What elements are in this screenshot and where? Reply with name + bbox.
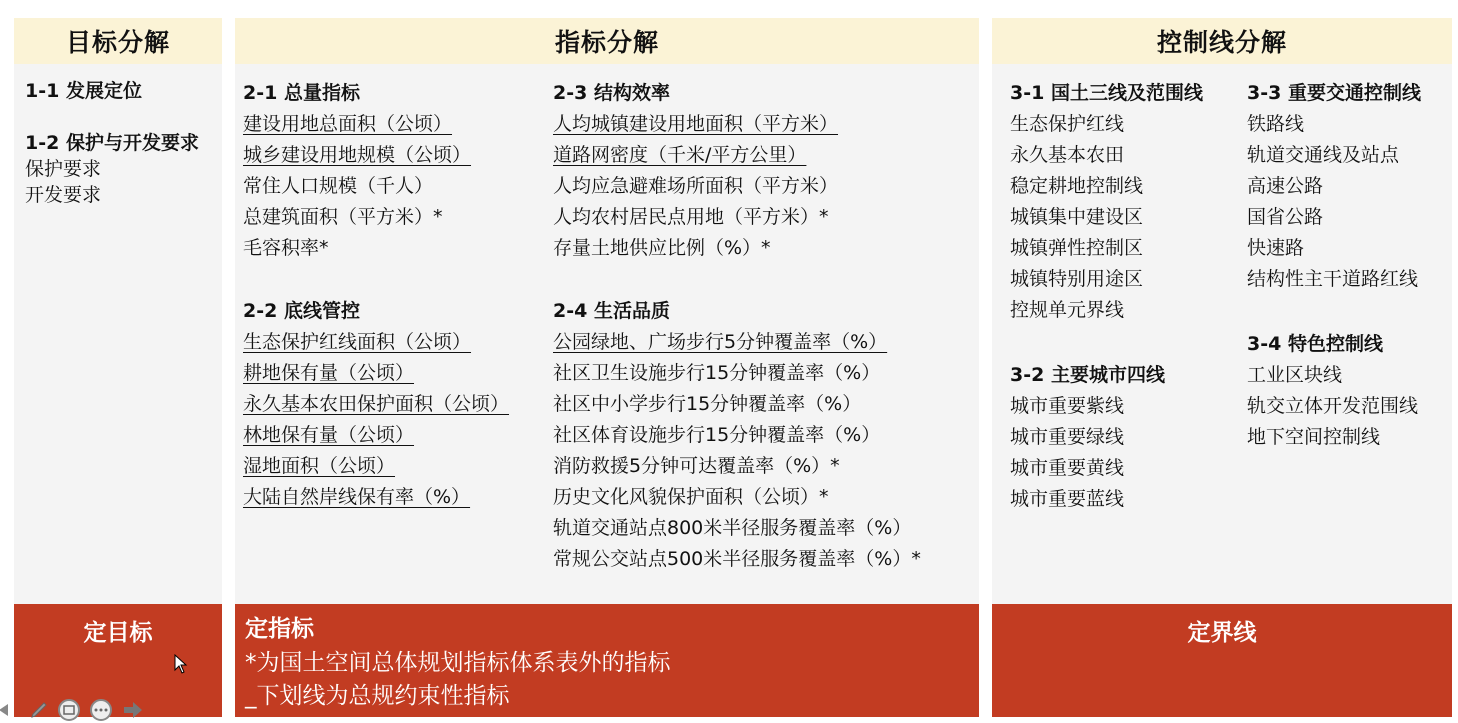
indicator-column [235,18,979,604]
list-item: 常规公交站点500米半径服务覆盖率（%）* [553,548,921,570]
list-item: 生态保护红线 [1010,113,1125,135]
list-item: 地下空间控制线 [1247,426,1381,448]
list-item: 城市重要黄线 [1010,457,1125,479]
list-item: 稳定耕地控制线 [1010,175,1144,197]
list-item: 城镇集中建设区 [1010,206,1144,228]
list-item: 控规单元界线 [1010,299,1125,321]
more-icon[interactable] [90,699,112,721]
section-3-3 [1247,78,1421,295]
goal-section-2-title: 1-2 保护与开发要求 [25,132,199,154]
list-item: 湿地面积（公顷） [243,455,396,477]
goal-section-1-title: 1-1 发展定位 [25,80,142,102]
list-item: 常住人口规模（千人） [243,175,434,197]
section-3-3-title: 3-3 重要交通控制线 [1247,82,1421,104]
list-item: 人均城镇建设用地面积（平方米） [553,113,839,135]
list-item: 历史文化风貌保护面积（公顷）* [553,486,829,508]
section-3-1-title: 3-1 国土三线及范围线 [1010,82,1203,104]
list-item: 结构性主干道路红线 [1247,268,1419,290]
list-item: 国省公路 [1247,206,1324,228]
list-item: 建设用地总面积（公顷） [243,113,453,135]
list-item: 轨道交通站点800米半径服务覆盖率（%） [553,517,912,539]
list-item: 消防救援5分钟可达覆盖率（%）* [553,455,840,477]
goal-footer-title: 定目标 [83,620,153,646]
control-line-column [992,18,1452,604]
section-2-1 [243,78,471,264]
section-3-2-title: 3-2 主要城市四线 [1010,364,1165,386]
footnote-underline: _下划线为总规约束性指标 [245,683,510,709]
list-item: 城镇弹性控制区 [1010,237,1144,259]
list-item: 城市重要蓝线 [1010,488,1125,510]
list-item: 快速路 [1247,237,1305,259]
list-item: 城乡建设用地规模（公顷） [243,144,472,166]
control-line-header: 控制线分解 [992,18,1452,64]
list-item: 存量土地供应比例（%）* [553,237,771,259]
list-item: 毛容积率* [243,237,329,259]
goal-column [14,18,222,604]
indicator-header: 指标分解 [235,18,979,64]
list-item: 公园绿地、广场步行5分钟覆盖率（%） [553,331,888,353]
list-item: 工业区块线 [1247,364,1343,386]
section-2-3 [553,78,838,264]
list-item: 社区体育设施步行15分钟覆盖率（%） [553,424,881,446]
section-2-2-title: 2-2 底线管控 [243,300,360,322]
list-item: 道路网密度（千米/平方公里） [553,144,807,166]
footnote-asterisk: *为国土空间总体规划指标体系表外的指标 [245,650,671,676]
list-item: 永久基本农田 [1010,144,1125,166]
section-2-4-title: 2-4 生活品质 [553,300,670,322]
section-3-1 [1010,78,1203,326]
cursor-icon [174,654,188,674]
list-item: 城镇特别用途区 [1010,268,1144,290]
list-item: 社区中小学步行15分钟覆盖率（%） [553,393,862,415]
indicator-footer-title: 定指标 [245,616,314,642]
next-arrow-icon[interactable] [122,699,144,721]
section-2-4 [553,296,921,575]
list-item: 人均应急避难场所面积（平方米） [553,175,839,197]
list-item: 耕地保有量（公顷） [243,362,415,384]
section-2-2 [243,296,509,513]
section-3-2 [1010,360,1165,515]
list-item: 开发要求 [25,184,102,206]
list-item: 城市重要紫线 [1010,395,1125,417]
control-line-footer-title: 定界线 [1187,620,1257,646]
list-item: 高速公路 [1247,175,1324,197]
list-item: 生态保护红线面积（公顷） [243,331,472,353]
list-item: 城市重要绿线 [1010,426,1125,448]
back-arrow-icon[interactable] [0,699,14,721]
section-2-3-title: 2-3 结构效率 [553,82,670,104]
list-item: 总建筑面积（平方米）* [243,206,443,228]
goal-header: 目标分解 [14,18,222,64]
control-line-footer [992,604,1452,717]
section-2-1-title: 2-1 总量指标 [243,82,360,104]
list-item: 林地保有量（公顷） [243,424,415,446]
list-item: 铁路线 [1247,113,1305,135]
list-item: 轨交立体开发范围线 [1247,395,1419,417]
pen-icon[interactable] [28,699,50,721]
list-item: 轨道交通线及站点 [1247,144,1400,166]
goal-section-2-list [25,156,101,208]
indicator-footer [235,604,979,717]
slides-icon[interactable] [58,699,80,721]
section-3-4-title: 3-4 特色控制线 [1247,333,1383,355]
list-item: 大陆自然岸线保有率（%） [243,486,471,508]
list-item: 永久基本农田保护面积（公顷） [243,393,510,415]
section-3-4 [1247,329,1418,453]
list-item: 社区卫生设施步行15分钟覆盖率（%） [553,362,881,384]
list-item: 人均农村居民点用地（平方米）* [553,206,829,228]
list-item: 保护要求 [25,158,102,180]
